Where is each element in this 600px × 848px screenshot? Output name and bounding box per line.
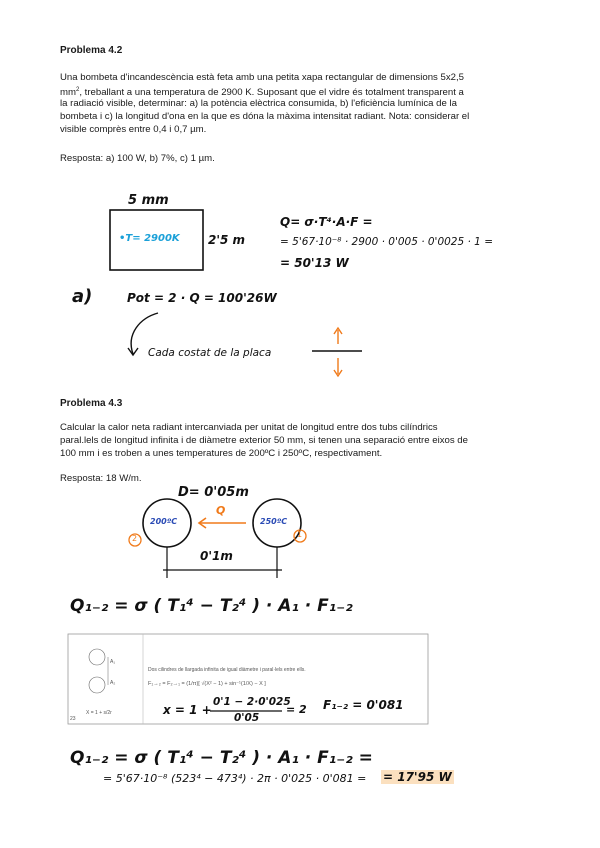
height-label: 2'5 m — [208, 233, 246, 247]
cylinder-label-2: 2 — [132, 534, 138, 543]
final-equation-line-1: Q₁₋₂ = σ ( T₁⁴ − T₂⁴ ) · A₁ · F₁₋₂ = — [70, 748, 373, 768]
distance-label: 0'1m — [200, 549, 233, 563]
final-equation-line-2: = 5'67·10⁻⁸ (523⁴ − 473⁴) · 2π · 0'025 · 0'081 = — [103, 772, 367, 785]
problem-4-2-statement-line: visible comprès entre 0,4 i 0,7 µm. — [60, 124, 207, 135]
table-label-a1: A₁ — [110, 659, 116, 665]
eq-line-1: Q= σ·T⁴·A·F = — [280, 215, 373, 229]
side-note: Cada costat de la placa — [148, 347, 272, 359]
temp-right-label: 250ºC — [260, 517, 288, 526]
table-label-a2: A₂ — [110, 680, 116, 686]
eq-line-3: = 50'13 W — [280, 256, 349, 270]
width-label: 5 mm — [128, 193, 169, 208]
table-caption: Dos cilindres de llargada infinita de igual diàmetre i paral·lels entre ells. — [148, 667, 306, 673]
x-eq-left: x = 1 + — [163, 703, 212, 717]
superscript: 2 — [75, 87, 80, 93]
heat-label: Q — [216, 504, 226, 517]
part-a-label: a) — [72, 286, 93, 307]
problem-4-3-statement-line: Calcular la calor neta radiant intercanviada per unitat de longitud entre dos tubs cilíndrics — [60, 422, 438, 433]
x-eq-denominator: 0'05 — [234, 712, 260, 724]
problem-4-3-statement-line: 100 mm i es troben a unes temperatures de 200ºC i 250ºC, respectivament. — [60, 448, 383, 459]
problem-4-2-statement-line: la radiació visible, determinar: a) la potència elèctrica consumida, b) l'eficiència lumínica de la — [60, 98, 457, 109]
problem-4-3-answer: Resposta: 18 W/m. — [60, 473, 142, 484]
unit-text: mm — [60, 87, 76, 99]
view-factor-value: F₁₋₂ = 0'081 — [323, 698, 404, 712]
temperature-label: •T= 2900K — [119, 233, 180, 244]
table-number: 23 — [70, 716, 76, 722]
x-eq-numerator: 0'1 − 2·0'025 — [213, 696, 291, 708]
problem-4-2-statement-line: bombeta i c) la longitud d'ona en la que es dóna la màxima intensitat radiant. Nota: considerar el — [60, 111, 470, 122]
problem-4-2-statement-line: Una bombeta d'incandescència està feta amb una petita xapa rectangular de dimensions 5x2,5 — [60, 72, 464, 83]
problem-4-3-title: Problema 4.3 — [60, 398, 123, 409]
problem-4-2-answer: Resposta: a) 100 W, b) 7%, c) 1 µm. — [60, 153, 215, 164]
table-formula: F₁→₂ = F₂→₁ = (1/π)[ √(X² − 1) + sin⁻¹(1/X) − X ] — [148, 681, 266, 687]
heat-equation: Q₁₋₂ = σ ( T₁⁴ − T₂⁴ ) · A₁ · F₁₋₂ — [70, 596, 353, 616]
cylinder-label-1: 1 — [297, 530, 303, 539]
eq-line-2: = 5'67·10⁻⁸ · 2900 · 0'005 · 0'0025 · 1 = — [280, 236, 493, 248]
problem-4-3-statement-line: paral.lels de longitud infinita i de diàmetre exterior 50 mm, si tenen una separació entre eixos de — [60, 435, 468, 446]
power-equation: Pot = 2 · Q = 100'26W — [127, 291, 277, 305]
final-result: = 17'95 W — [383, 770, 452, 784]
problem-4-2-title: Problema 4.2 — [60, 45, 123, 56]
temp-left-label: 200ºC — [150, 517, 178, 526]
diameter-label: D= 0'05m — [178, 485, 249, 500]
statement-text: , treballant a una temperatura de 2900 K. Suposant que el vidre és totalment transparent a — [79, 87, 464, 99]
table-x-formula: X = 1 + s/2r — [86, 710, 112, 716]
x-eq-result: = 2 — [286, 703, 307, 716]
